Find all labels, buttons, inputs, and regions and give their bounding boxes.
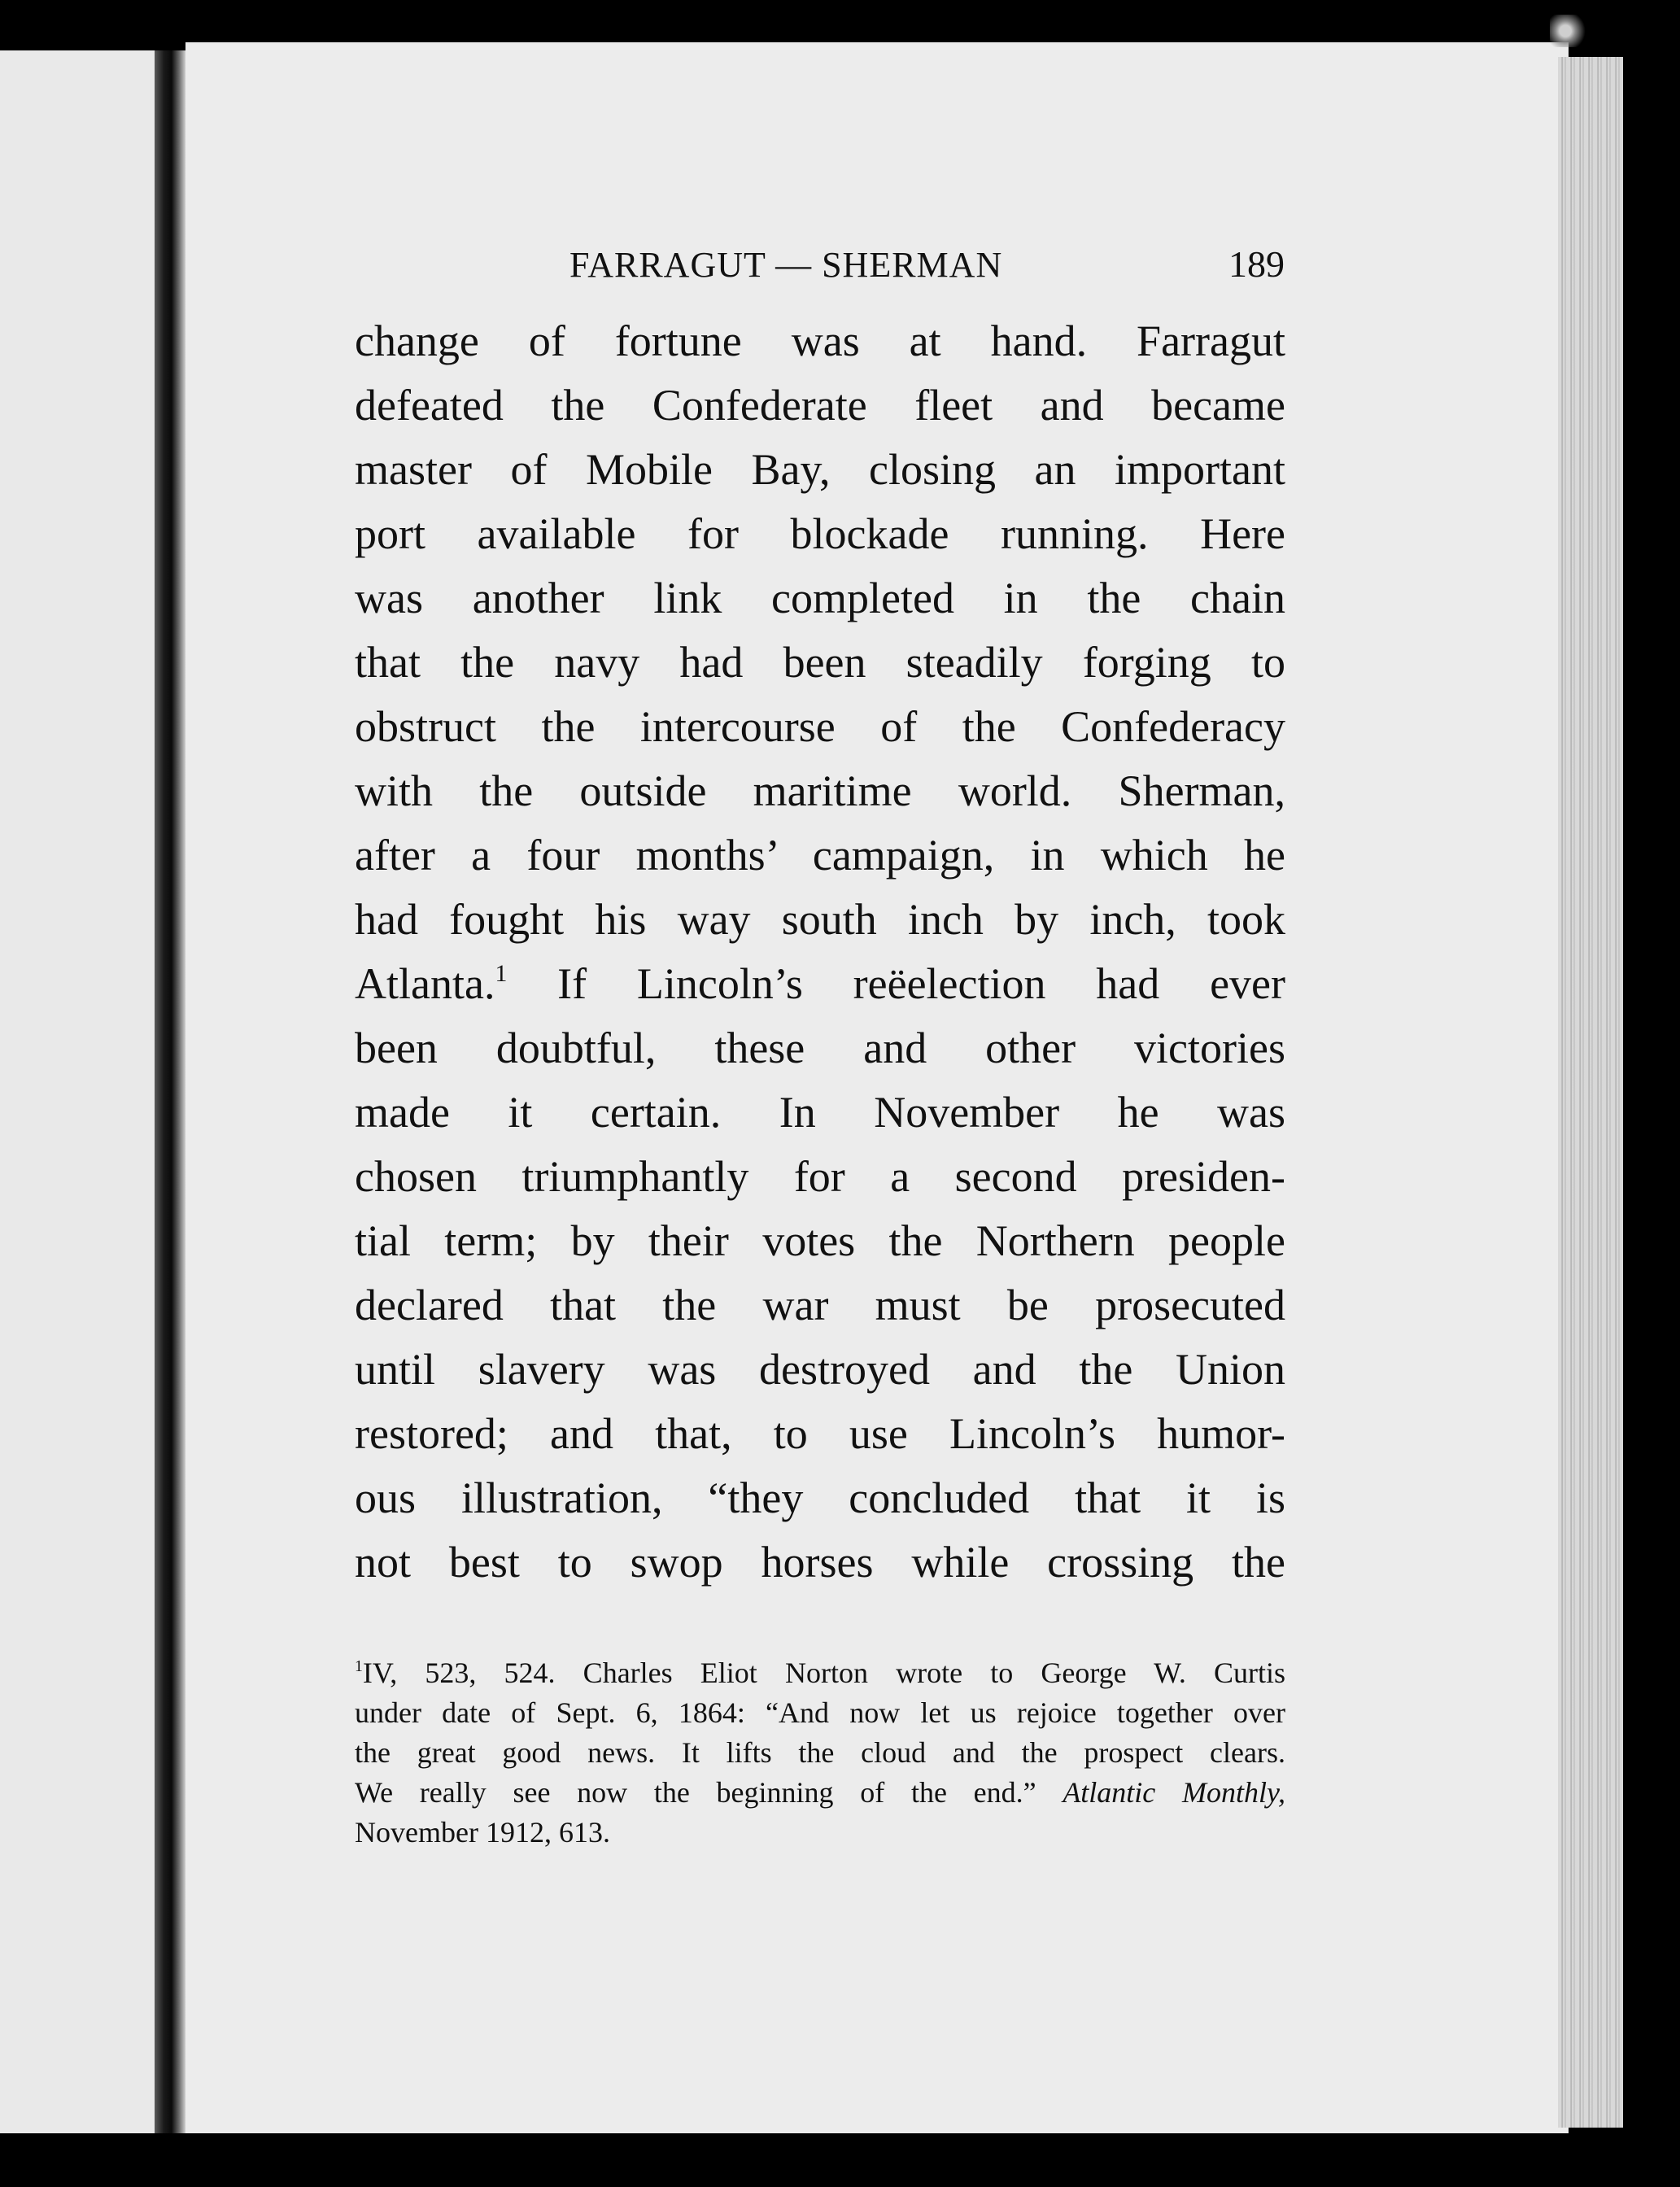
footnote-line xyxy=(355,1773,1285,1813)
body-line-with-footnote-ref xyxy=(355,952,1285,1016)
footnote-text: IV, 523, 524. Charles Eliot Norton wrote to George W. Curtis xyxy=(362,1657,1285,1689)
body-line: port available for blockade running. Here xyxy=(355,509,1285,558)
body-line: restored; and that, to use Lincoln’s humor- xyxy=(355,1409,1285,1458)
facing-page-margin xyxy=(0,50,155,2133)
footnote-line: November 1912, 613. xyxy=(355,1816,610,1849)
body-line: obstruct the intercourse of the Confederacy xyxy=(355,702,1285,751)
body-line: with the outside maritime world. Sherman, xyxy=(355,766,1285,815)
body-line: that the navy had been steadily forging to xyxy=(355,638,1285,687)
body-line: ous illustration, “they concluded that it is xyxy=(355,1473,1285,1522)
body-line: after a four months’ campaign, in which he xyxy=(355,831,1285,880)
body-text xyxy=(355,309,1285,1595)
page-number: 189 xyxy=(1228,243,1285,285)
footnote-line: the great good news. It lifts the cloud and the prospect clears. xyxy=(355,1736,1285,1769)
binding-gutter xyxy=(155,50,185,2133)
body-line-end: If Lincoln’s reëelection had ever xyxy=(557,959,1285,1008)
footnote-quote-end: We really see now the beginning of the end.” xyxy=(355,1776,1036,1809)
body-line: defeated the Confederate fleet and became xyxy=(355,381,1285,430)
body-line: master of Mobile Bay, closing an important xyxy=(355,445,1285,494)
running-head: FARRAGUT — SHERMAN xyxy=(569,245,1003,285)
footnote-source-title: Atlantic Monthly, xyxy=(1063,1776,1285,1809)
footnote-line: under date of Sept. 6, 1864: “And now let us rejoice together over xyxy=(355,1696,1285,1729)
body-line: change of fortune was at hand. Farragut xyxy=(355,316,1285,365)
body-line: until slavery was destroyed and the Union xyxy=(355,1345,1285,1394)
page-edges xyxy=(1558,57,1623,2128)
scan-artifact xyxy=(1550,15,1589,47)
body-line-start: Atlanta. xyxy=(355,959,495,1008)
body-line: had fought his way south inch by inch, took xyxy=(355,895,1285,944)
body-line: was another link completed in the chain xyxy=(355,574,1285,622)
footnote-line xyxy=(355,1653,1285,1693)
body-line: declared that the war must be prosecuted xyxy=(355,1281,1285,1329)
body-line: chosen triumphantly for a second presiden- xyxy=(355,1152,1285,1201)
body-line: made it certain. In November he was xyxy=(355,1088,1285,1137)
footnote-marker: 1 xyxy=(355,1657,363,1676)
body-line: been doubtful, these and other victories xyxy=(355,1024,1285,1072)
footnote xyxy=(355,1653,1285,1853)
footnote-reference: 1 xyxy=(495,961,508,988)
body-line: not best to swop horses while crossing the xyxy=(355,1538,1285,1587)
body-line: tial term; by their votes the Northern people xyxy=(355,1216,1285,1265)
